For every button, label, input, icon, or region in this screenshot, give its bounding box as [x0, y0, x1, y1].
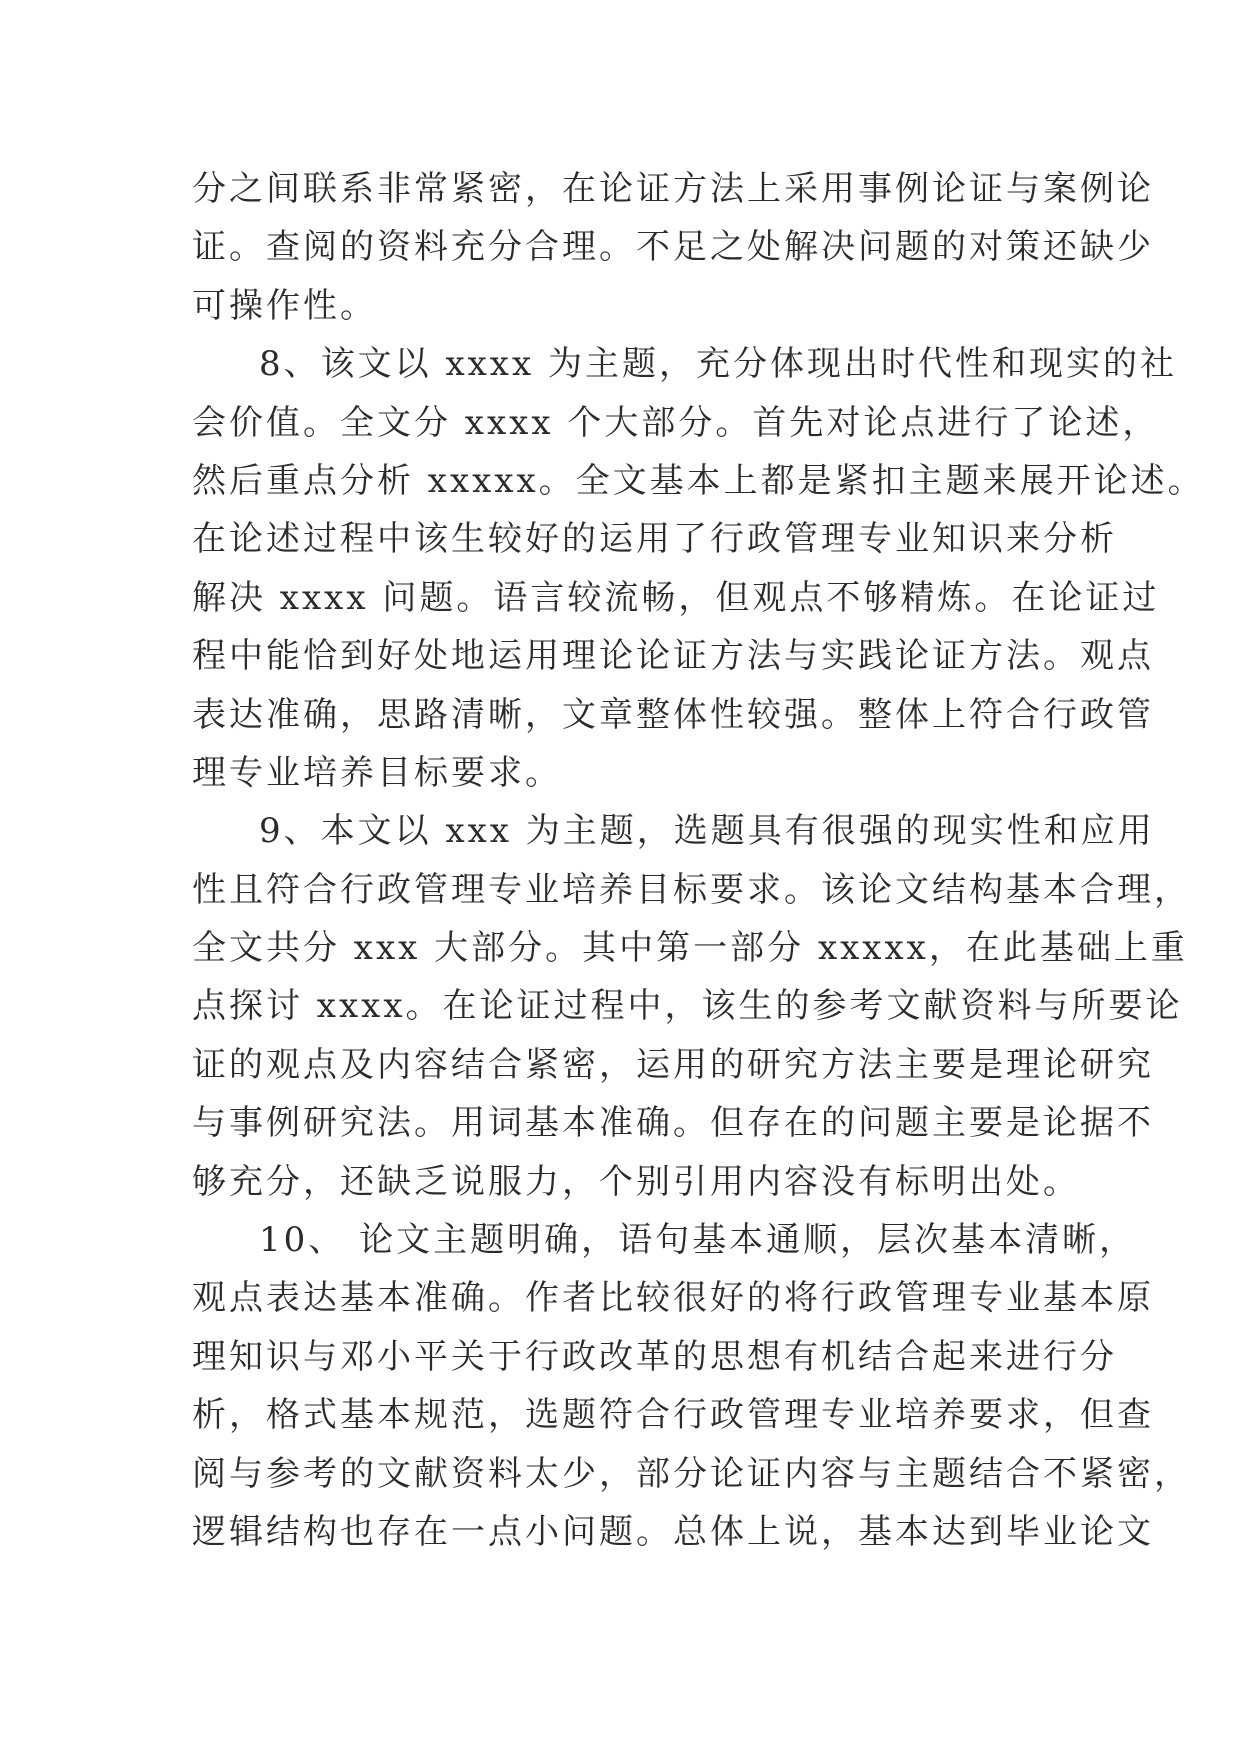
text-line: 与事例研究法。用词基本准确。但存在的问题主要是论据不: [192, 1103, 1154, 1144]
text-line: 表达准确，思路清晰，文章整体性较强。整体上符合行政管: [192, 694, 1154, 735]
text-line: 解决 xxxx 问题。语言较流畅，但观点不够精炼。在论证过: [192, 577, 1160, 618]
text-line: 全文共分 xxx 大部分。其中第一部分 xxxxx，在此基础上重: [192, 928, 1188, 969]
text-line: 理知识与邓小平关于行政改革的思想有机结合起来进行分: [192, 1336, 1117, 1377]
text-line: 够充分，还缺乏说服力，个别引用内容没有标明出处。: [192, 1161, 1080, 1202]
paragraph-9-first-line: 9、本文以 xxx 为主题，选题具有很强的现实性和应用: [259, 811, 1155, 852]
text-line: 逻辑结构也存在一点小问题。总体上说，基本达到毕业论文: [192, 1511, 1154, 1552]
paragraph-8-first-line: 8、该文以 xxxx 为主题，充分体现出时代性和现实的社: [259, 344, 1177, 385]
text-line: 分之间联系非常紧密，在论证方法上采用事例论证与案例论: [192, 169, 1154, 209]
document-body: [192, 160, 1205, 1561]
text-line: 会价值。全文分 xxxx 个大部分。首先对论点进行了论述，: [192, 402, 1160, 443]
text-line: 证。查阅的资料充分合理。不足之处解决问题的对策还缺少: [192, 227, 1154, 268]
text-line: 可操作性。: [192, 285, 377, 326]
text-line: 阅与参考的文献资料太少，部分论证内容与主题结合不紧密，: [192, 1453, 1191, 1494]
paragraph-10-first-line: 10、 论文主题明确，语句基本通顺，层次基本清晰，: [259, 1220, 1137, 1261]
text-line: 析，格式基本规范，选题符合行政管理专业培养要求，但查: [192, 1395, 1154, 1436]
text-line: 理专业培养目标要求。: [192, 752, 562, 793]
text-line: 在论述过程中该生较好的运用了行政管理专业知识来分析: [192, 519, 1117, 560]
text-line: 点探讨 xxxx。在论证过程中，该生的参考文献资料与所要论: [192, 986, 1183, 1027]
text-line: 观点表达基本准确。作者比较很好的将行政管理专业基本原: [192, 1278, 1154, 1319]
text-line: 程中能恰到好处地运用理论论证方法与实践论证方法。观点: [192, 636, 1154, 677]
text-line: 性且符合行政管理专业培养目标要求。该论文结构基本合理，: [192, 869, 1191, 910]
text-line: 然后重点分析 xxxxx。全文基本上都是紧扣主题来展开论述。: [192, 460, 1205, 501]
text-line: 证的观点及内容结合紧密，运用的研究方法主要是理论研究: [192, 1044, 1154, 1085]
